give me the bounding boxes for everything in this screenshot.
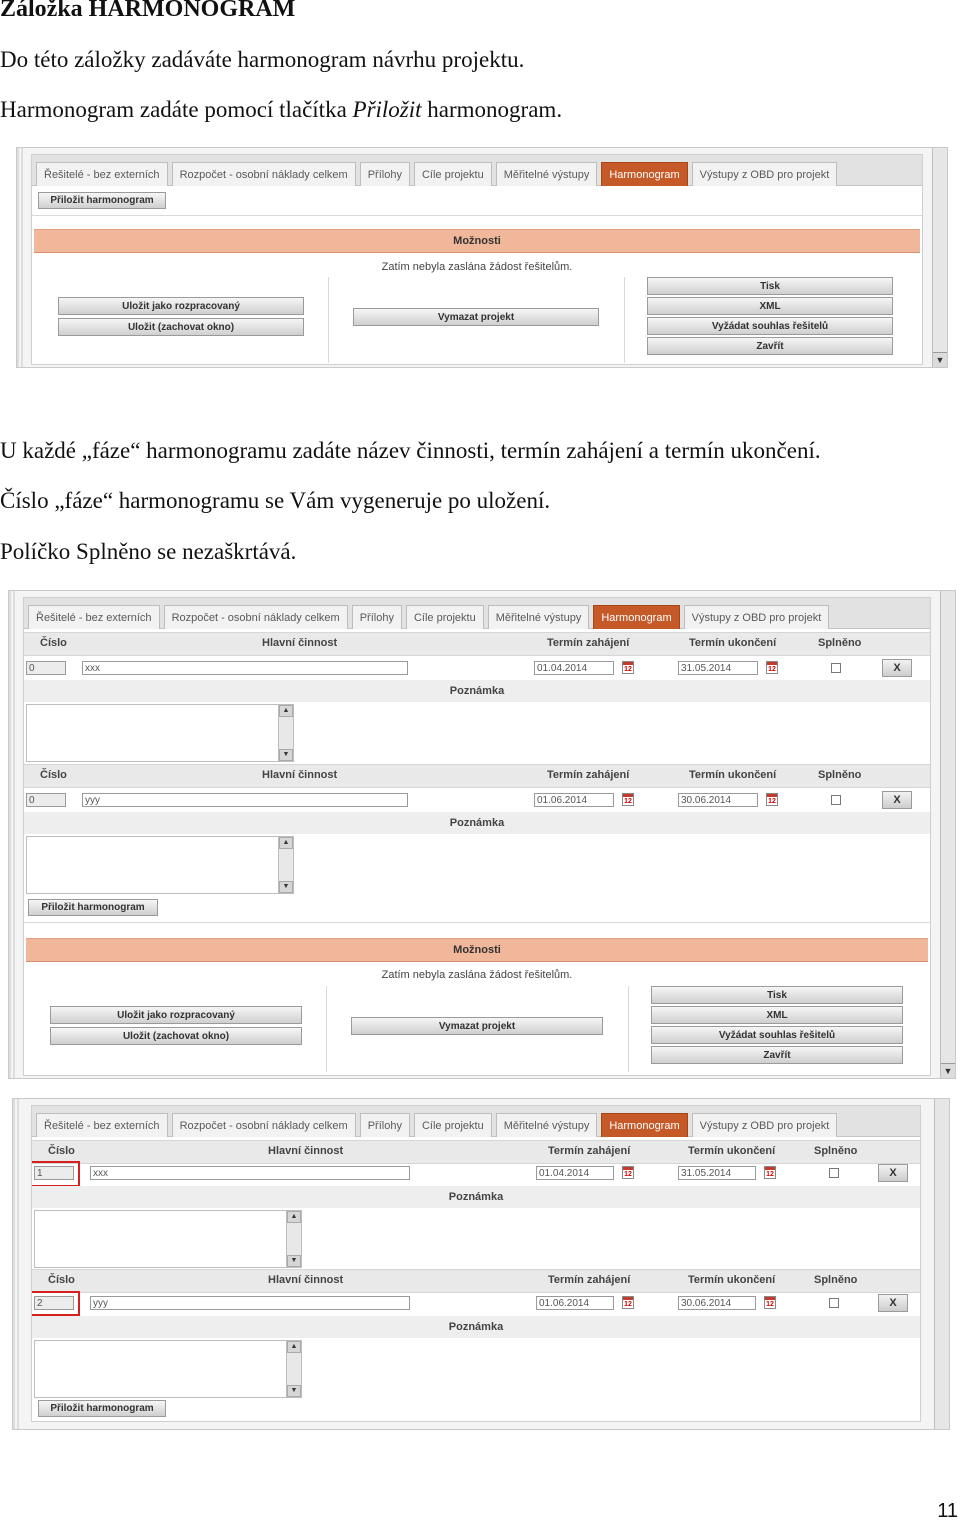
done-checkbox[interactable] bbox=[831, 663, 841, 673]
scrollbar[interactable] bbox=[932, 148, 947, 367]
col-done: Splněno bbox=[818, 769, 862, 781]
col-main-activity: Hlavní činnost bbox=[268, 1145, 344, 1157]
scroll-up-icon[interactable]: ▲ bbox=[287, 1341, 301, 1353]
col-main-activity: Hlavní činnost bbox=[262, 769, 338, 781]
tab-list bbox=[28, 605, 829, 629]
note-scrollbar[interactable] bbox=[278, 837, 293, 893]
note-textarea[interactable] bbox=[34, 1340, 302, 1398]
close-button[interactable]: Zavřít bbox=[651, 1046, 903, 1064]
print-button[interactable]: Tisk bbox=[647, 277, 893, 295]
options-info: Zatím nebyla zaslána žádost řešitelům. bbox=[381, 261, 573, 273]
col-number: Číslo bbox=[40, 769, 67, 781]
col-number: Číslo bbox=[40, 637, 67, 649]
screenshot-overview bbox=[16, 147, 948, 368]
col-number: Číslo bbox=[48, 1274, 75, 1286]
main-activity-input[interactable]: xxx bbox=[90, 1166, 410, 1180]
start-date-input[interactable]: 01.04.2014 bbox=[536, 1166, 614, 1180]
attach-instruction bbox=[0, 96, 562, 124]
print-button[interactable]: Tisk bbox=[651, 986, 903, 1004]
tab-obd-outputs[interactable]: Výstupy z OBD pro projekt bbox=[692, 1113, 838, 1137]
left-strip bbox=[17, 148, 25, 367]
delete-project-button[interactable]: Vymazat projekt bbox=[353, 308, 599, 326]
main-activity-input[interactable]: xxx bbox=[82, 661, 408, 675]
col-end: Termín ukončení bbox=[688, 1145, 776, 1157]
tab-budget[interactable]: Rozpočet - osobní náklady celkem bbox=[164, 605, 348, 629]
note-header: Poznámka bbox=[24, 812, 930, 834]
tab-outputs[interactable]: Měřitelné výstupy bbox=[488, 605, 590, 629]
tab-list bbox=[36, 162, 837, 186]
attach-instruction-before: Harmonogram zadáte pomocí tlačítka bbox=[0, 97, 353, 122]
scroll-down-icon[interactable]: ▼ bbox=[941, 1063, 955, 1078]
scroll-down-icon[interactable]: ▼ bbox=[279, 881, 293, 893]
column-divider bbox=[624, 277, 625, 363]
note-header: Poznámka bbox=[24, 680, 930, 702]
tab-bar bbox=[32, 155, 922, 186]
end-date-input[interactable]: 30.06.2014 bbox=[678, 1296, 756, 1310]
tab-budget[interactable]: Rozpočet - osobní náklady celkem bbox=[172, 1113, 356, 1137]
column-divider bbox=[326, 986, 327, 1072]
col-end: Termín ukončení bbox=[689, 637, 777, 649]
close-button[interactable]: Zavřít bbox=[647, 337, 893, 355]
number-highlight bbox=[31, 1291, 80, 1316]
request-consent-button[interactable]: Vyžádat souhlas řešitelů bbox=[647, 317, 893, 335]
tab-budget[interactable]: Rozpočet - osobní náklady celkem bbox=[172, 162, 356, 186]
end-date-input[interactable]: 31.05.2014 bbox=[678, 661, 758, 675]
phase-number-field: 2 bbox=[34, 1296, 74, 1310]
separator bbox=[32, 215, 922, 216]
note-header: Poznámka bbox=[32, 1316, 920, 1338]
phase-header bbox=[32, 1269, 920, 1293]
options-header: Možnosti bbox=[34, 229, 920, 253]
end-date-input[interactable]: 30.06.2014 bbox=[678, 793, 758, 807]
col-done: Splněno bbox=[814, 1145, 858, 1157]
col-main-activity: Hlavní činnost bbox=[262, 637, 338, 649]
done-instruction: Políčko Splněno se nezaškrtává. bbox=[0, 539, 297, 564]
tab-harmonogram[interactable]: Harmonogram bbox=[601, 1113, 687, 1137]
options-header: Možnosti bbox=[26, 938, 928, 962]
end-date-input[interactable]: 31.05.2014 bbox=[678, 1166, 756, 1180]
tab-list bbox=[36, 1113, 837, 1137]
scroll-down-icon[interactable]: ▼ bbox=[287, 1385, 301, 1397]
note-scrollbar[interactable] bbox=[286, 1341, 301, 1397]
tab-goals[interactable]: Cíle projektu bbox=[406, 605, 484, 629]
tab-solvers[interactable]: Řešitelé - bez externích bbox=[36, 162, 168, 186]
main-activity-input[interactable]: yyy bbox=[90, 1296, 410, 1310]
col-end: Termín ukončení bbox=[689, 769, 777, 781]
note-textarea[interactable] bbox=[26, 704, 294, 762]
tab-obd-outputs[interactable]: Výstupy z OBD pro projekt bbox=[692, 162, 838, 186]
tab-outputs[interactable]: Měřitelné výstupy bbox=[496, 1113, 598, 1137]
col-start: Termín zahájení bbox=[548, 1145, 631, 1157]
left-strip bbox=[13, 1099, 21, 1429]
note-textarea[interactable] bbox=[34, 1210, 302, 1268]
delete-project-button[interactable]: Vymazat projekt bbox=[351, 1017, 603, 1035]
save-keep-button[interactable]: Uložit (zachovat okno) bbox=[50, 1027, 302, 1045]
col-start: Termín zahájení bbox=[547, 637, 630, 649]
calendar-icon[interactable]: 12 bbox=[622, 793, 634, 806]
remove-phase-button[interactable]: X bbox=[878, 1294, 908, 1312]
start-date-input[interactable]: 01.04.2014 bbox=[534, 661, 614, 675]
calendar-icon[interactable]: 12 bbox=[764, 1166, 776, 1179]
form-panel bbox=[23, 597, 931, 1076]
col-end: Termín ukončení bbox=[688, 1274, 776, 1286]
tab-attachments[interactable]: Přílohy bbox=[360, 162, 410, 186]
phase-instruction: U každé „fáze“ harmonogramu zadáte název činnosti, termín zahájení a termín ukončení. bbox=[0, 438, 821, 463]
intro-paragraph: Do této záložky zadáváte harmonogram návrhu projektu. bbox=[0, 47, 525, 72]
done-checkbox[interactable] bbox=[829, 1168, 839, 1178]
attach-harmonogram-button[interactable]: Přiložit harmonogram bbox=[28, 899, 158, 916]
note-textarea[interactable] bbox=[26, 836, 294, 894]
note-header: Poznámka bbox=[32, 1186, 920, 1208]
col-main-activity: Hlavní činnost bbox=[268, 1274, 344, 1286]
screenshot-phases-after-save bbox=[12, 1098, 950, 1430]
scroll-up-icon[interactable]: ▲ bbox=[279, 837, 293, 849]
calendar-icon[interactable]: 12 bbox=[766, 661, 778, 674]
tab-harmonogram[interactable]: Harmonogram bbox=[593, 605, 679, 629]
attach-instruction-italic: Přiložit bbox=[352, 97, 422, 122]
attach-instruction-after: harmonogram. bbox=[421, 97, 563, 122]
save-draft-button[interactable]: Uložit jako rozpracovaný bbox=[50, 1006, 302, 1024]
calendar-icon[interactable]: 12 bbox=[622, 661, 634, 674]
phase-number-field: 0 bbox=[26, 661, 66, 675]
page-number: 11 bbox=[937, 1500, 958, 1522]
save-draft-button[interactable]: Uložit jako rozpracovaný bbox=[58, 297, 304, 315]
scroll-down-icon[interactable]: ▼ bbox=[279, 749, 293, 761]
note-scrollbar[interactable] bbox=[286, 1211, 301, 1267]
options-info: Zatím nebyla zaslána žádost řešitelům. bbox=[381, 969, 573, 981]
scrollbar[interactable] bbox=[940, 591, 955, 1078]
screenshot-phases-before-save bbox=[8, 590, 956, 1079]
scrollbar[interactable] bbox=[934, 1099, 949, 1429]
phase-header bbox=[24, 764, 930, 788]
tab-goals[interactable]: Cíle projektu bbox=[414, 162, 492, 186]
scroll-down-icon[interactable]: ▼ bbox=[287, 1255, 301, 1267]
tab-obd-outputs[interactable]: Výstupy z OBD pro projekt bbox=[684, 605, 830, 629]
phase-header bbox=[24, 632, 930, 656]
col-done: Splněno bbox=[814, 1274, 858, 1286]
phase-header bbox=[32, 1140, 920, 1164]
scroll-down-icon[interactable]: ▼ bbox=[933, 352, 947, 367]
note-scrollbar[interactable] bbox=[278, 705, 293, 761]
attach-harmonogram-button[interactable]: Přiložit harmonogram bbox=[38, 1400, 166, 1417]
calendar-icon[interactable]: 12 bbox=[764, 1296, 776, 1309]
tab-outputs[interactable]: Měřitelné výstupy bbox=[496, 162, 598, 186]
col-done: Splněno bbox=[818, 637, 862, 649]
remove-phase-button[interactable]: X bbox=[882, 791, 912, 809]
xml-button[interactable]: XML bbox=[647, 297, 893, 315]
tab-solvers[interactable]: Řešitelé - bez externích bbox=[36, 1113, 168, 1137]
tab-harmonogram[interactable]: Harmonogram bbox=[601, 162, 687, 186]
column-divider bbox=[628, 986, 629, 1072]
separator bbox=[24, 922, 930, 923]
xml-button[interactable]: XML bbox=[651, 1006, 903, 1024]
calendar-icon[interactable]: 12 bbox=[622, 1296, 634, 1309]
done-checkbox[interactable] bbox=[829, 1298, 839, 1308]
attach-harmonogram-button[interactable]: Přiložit harmonogram bbox=[38, 192, 166, 209]
number-highlight bbox=[31, 1161, 80, 1187]
page-title: Záložka HARMONOGRAM bbox=[0, 0, 296, 22]
start-date-input[interactable]: 01.06.2014 bbox=[536, 1296, 614, 1310]
col-start: Termín zahájení bbox=[548, 1274, 631, 1286]
form-panel bbox=[31, 1105, 921, 1422]
col-start: Termín zahájení bbox=[547, 769, 630, 781]
number-instruction: Číslo „fáze“ harmonogramu se Vám vygeneruje po uložení. bbox=[0, 488, 551, 513]
col-number: Číslo bbox=[48, 1145, 75, 1157]
scroll-up-icon[interactable]: ▲ bbox=[279, 705, 293, 717]
left-strip bbox=[9, 591, 17, 1078]
start-date-input[interactable]: 01.06.2014 bbox=[534, 793, 614, 807]
column-divider bbox=[328, 277, 329, 363]
tab-solvers[interactable]: Řešitelé - bez externích bbox=[28, 605, 160, 629]
tab-attachments[interactable]: Přílohy bbox=[352, 605, 402, 629]
form-panel bbox=[31, 154, 923, 365]
phase-number-field: 0 bbox=[26, 793, 66, 807]
tab-goals[interactable]: Cíle projektu bbox=[414, 1113, 492, 1137]
remove-phase-button[interactable]: X bbox=[878, 1164, 908, 1182]
calendar-icon[interactable]: 12 bbox=[622, 1166, 634, 1179]
main-activity-input[interactable]: yyy bbox=[82, 793, 408, 807]
tab-bar bbox=[24, 598, 930, 629]
request-consent-button[interactable]: Vyžádat souhlas řešitelů bbox=[651, 1026, 903, 1044]
calendar-icon[interactable]: 12 bbox=[766, 793, 778, 806]
scroll-up-icon[interactable]: ▲ bbox=[287, 1211, 301, 1223]
remove-phase-button[interactable]: X bbox=[882, 659, 912, 677]
save-keep-button[interactable]: Uložit (zachovat okno) bbox=[58, 318, 304, 336]
done-checkbox[interactable] bbox=[831, 795, 841, 805]
tab-attachments[interactable]: Přílohy bbox=[360, 1113, 410, 1137]
phase-number-field: 1 bbox=[34, 1166, 74, 1180]
tab-bar bbox=[32, 1106, 920, 1137]
